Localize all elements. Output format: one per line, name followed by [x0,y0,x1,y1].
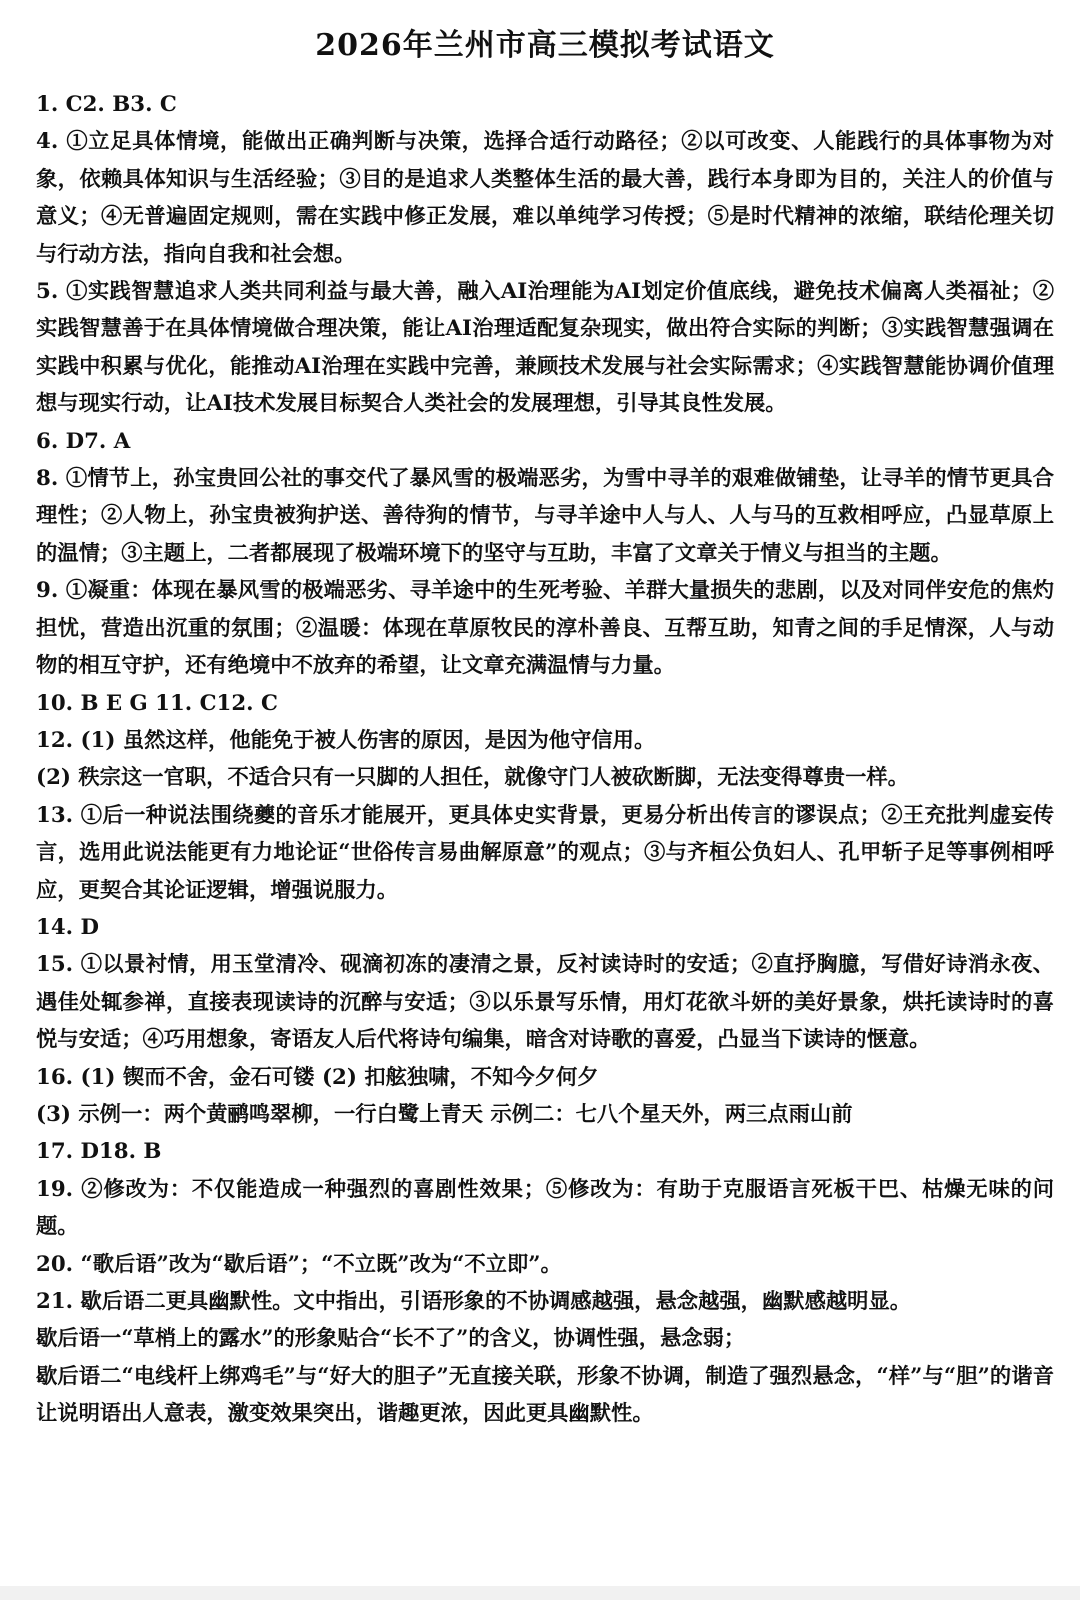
answer-12-2: (2) 秩宗这一官职，不适合只有一只脚的人担任，就像守门人被砍断脚，无法变得尊贵一样。 [36,765,909,791]
answer-10-12: 10. B E G 11. C12. C [36,690,278,716]
page-bottom-edge [0,1586,1080,1600]
answer-21-example-1: 歇后语一“草梢上的露水”的形象贴合“长不了”的含义，协调性强，悬念弱； [36,1326,746,1352]
answer-20: 20. “歌后语”改为“歇后语”；“不立既”改为“不立即”。 [36,1251,562,1277]
answer-13: 13. ①后一种说法围绕夔的音乐才能展开，更具体史实背景，更易分析出传言的谬误点；②王充批判虚妄传言，选用此说法能更有力地论证“世俗传言易曲解原意”的观点；③与齐桓公负妇人、孔甲斩子足等事例相呼应，更契合其论证逻辑，增强说服力。 [36,802,1054,903]
answer-12-1: 12. (1) 虽然这样，他能免于被人伤害的原因，是因为他守信用。 [36,727,656,753]
answer-1-3: 1. C2. B3. C [36,92,177,117]
answer-15: 15. ①以景衬情，用玉堂清冷、砚滴初冻的凄清之景，反衬读诗时的安适；②直抒胸臆，写借好诗消永夜、遇佳处辄参禅，直接表现读诗的沉醉与安适；③以乐景写乐情，用灯花欲斗妍的美好景象，烘托读诗时的喜悦与安适；④巧用想象，寄语友人后代将诗句编集，暗含对诗歌的喜爱，凸显当下读诗的惬意。 [36,952,1054,1053]
page-title: 2026年兰州市高三模拟考试语文 [315,28,775,63]
answer-6-7: 6. D7. A [36,428,131,454]
answer-8: 8. ①情节上，孙宝贵回公社的事交代了暴风雪的极端恶劣，为雪中寻羊的艰难做铺垫，让寻羊的情节更具合理性；②人物上，孙宝贵被狗护送、善待狗的情节，与寻羊途中人与人、人与马的互救相呼应，凸显草原上的温情；③主题上，二者都展现了极端环境下的坚守与互助，丰富了文章关于情义与担当的主题。 [36,466,1054,566]
answer-16-3: (3) 示例一：两个黄鹂鸣翠柳，一行白鹭上青天 示例二：七八个星天外，两三点雨山前 [36,1101,853,1127]
answer-16-1-2: 16. (1) 锲而不舍，金石可镂 (2) 扣舷独啸，不知今夕何夕 [36,1064,599,1090]
answer-17-18: 17. D18. B [36,1139,162,1165]
answer-19: 19. ②修改为：不仅能造成一种强烈的喜剧性效果；⑤修改为：有助于克服语言死板干巴、枯燥无味的问题。 [36,1176,1054,1240]
answer-14: 14. D [36,914,99,940]
answer-5: 5. ①实践智慧追求人类共同利益与最大善，融入AI治理能为AI划定价值底线，避免技术偏离人类福祉；②实践智慧善于在具体情境做合理决策，能让AI治理适配复杂现实，做出符合实际的判断；③实践智慧强调在实践中积累与优化，能推动AI治理在实践中完善，兼顾技术发展与社会实际需求；④实践智慧能协调价值理想与现实行动，让AI技术发展目标契合人类社会的发展理想，引导其良性发展。 [36,279,1054,417]
answer-9: 9. ①凝重：体现在暴风雪的极端恶劣、寻羊途中的生死考验、羊群大量损失的悲剧，以及对同伴安危的焦灼担忧，营造出沉重的氛围；②温暖：体现在草原牧民的淳朴善良、互帮互助，知青之间的手足情深，人与动物的相互守护，还有绝境中不放弃的希望，让文章充满温情与力量。 [36,578,1054,679]
answer-21-intro: 21. 歇后语二更具幽默性。文中指出，引语形象的不协调感越强，悬念越强，幽默感越明显。 [36,1289,912,1314]
answer-21-example-2: 歇后语二“电线杆上绑鸡毛”与“好大的胆子”无直接关联，形象不协调，制造了强烈悬念，“样”与“胆”的谐音让说明语出人意表，激变效果突出，谐趣更浓，因此更具幽默性。 [36,1363,1054,1427]
answer-4: 4. ①立足具体情境，能做出正确判断与决策，选择合适行动路径；②以可改变、人能践行的具体事物为对象，依赖具体知识与生活经验；③目的是追求人类整体生活的最大善，践行本身即为目的，关注人的价值与意义；④无普遍固定规则，需在实践中修正发展，难以单纯学习传授；⑤是时代精神的浓缩，联结伦理关切与行动方法，指向自我和社会想。 [36,129,1054,267]
